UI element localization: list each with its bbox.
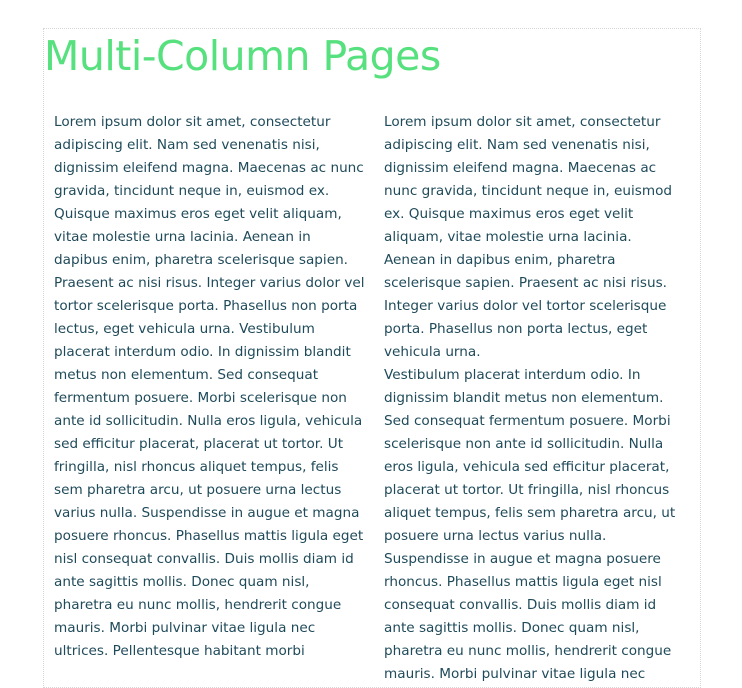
page-title: Multi-Column Pages [44, 32, 441, 80]
left-column-paragraph: Lorem ipsum dolor sit amet, consectetur adipiscing elit. Nam sed venenatis nisi, dignissim eleifend magna. Maecenas ac nunc gravida, tincidunt neque in, euismod ex. Quisque maximus eros eget velit aliquam, vitae molestie urna lacinia. Aenean in dapibus enim, pharetra scelerisque sapien. Praesent ac nisi risus. Integer varius dolor vel tortor scelerisque porta. Phasellus non porta lectus, eget vehicula urna. Vestibulum placerat interdum odio. In dignissim blandit metus non elementum. Sed consequat fermentum posuere. Morbi scelerisque non ante id sollicitudin. Nulla eros ligula, vehicula sed efficitur placerat, placerat ut tortor. Ut fringilla, nisl rhoncus aliquet tempus, felis sem pharetra arcu, ut posuere urna lectus varius nulla. Suspendisse in augue et magna posuere rhoncus. Phasellus mattis ligula eget nisl consequat convallis. Duis mollis diam id ante sagittis mollis. Donec quam nisl, pharetra eu nunc mollis, hendrerit congue mauris. Morbi pulvinar vitae ligula nec ultrices. Pellentesque habitant morbi [54, 114, 365, 659]
right-column-paragraph: Vestibulum placerat interdum odio. In dignissim blandit metus non elementum. Sed consequat fermentum posuere. Morbi scelerisque non ante id sollicitudin. Nulla eros ligula, vehicula sed efficitur placerat, placerat ut tortor. Ut fringilla, nisl rhoncus aliquet tempus, felis sem pharetra arcu, ut posuere urna lectus varius nulla. Suspendisse in augue et magna posuere rhoncus. Phasellus mattis ligula eget nisl consequat convallis. Duis mollis diam id ante sagittis mollis. Donec quam nisl, pharetra eu nunc mollis, hendrerit congue mauris. Morbi pulvinar vitae ligula nec [384, 367, 676, 682]
right-column-paragraph: Lorem ipsum dolor sit amet, consectetur adipiscing elit. Nam sed venenatis nisi, dignissim eleifend magna. Maecenas ac nunc gravida, tincidunt neque in, euismod ex. Quisque maximus eros eget velit aliquam, vitae molestie urna lacinia. Aenean in dapibus enim, pharetra scelerisque sapien. Praesent ac nisi risus. Integer varius dolor vel tortor scelerisque porta. Phasellus non porta lectus, eget vehicula urna. [384, 114, 673, 360]
left-column [54, 111, 366, 663]
right-column [384, 111, 684, 686]
